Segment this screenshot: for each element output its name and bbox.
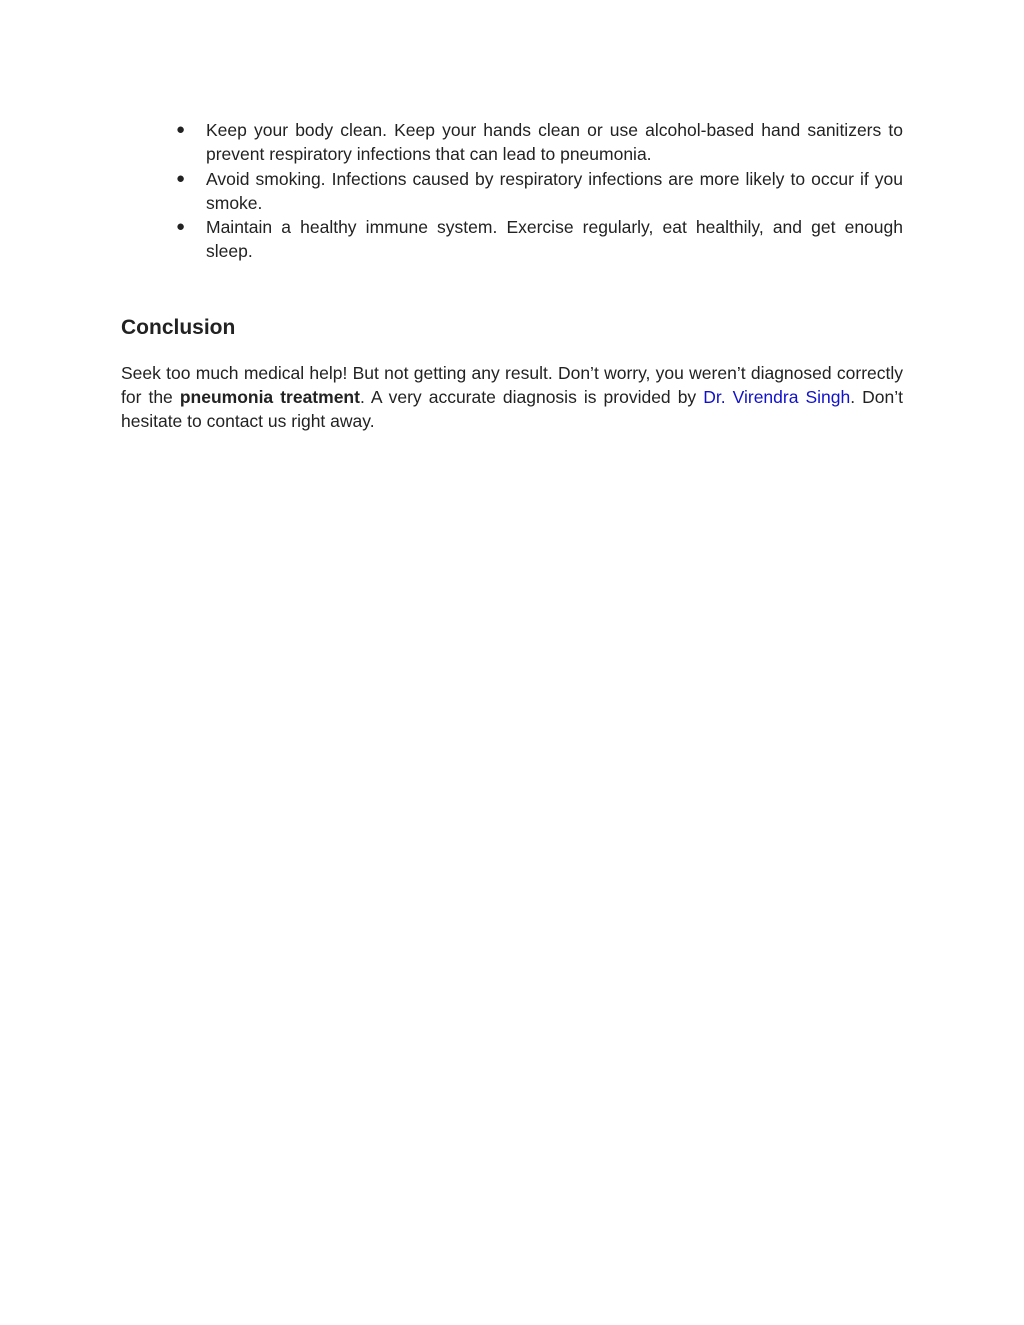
conclusion-text-1: Seek too much medical help! But not getting any result. Don’t worry, you weren’t diagnosed correctly for the xyxy=(121,362,903,408)
list-item xyxy=(121,118,903,167)
conclusion-text-2: . A very accurate diagnosis is provided by xyxy=(359,387,704,408)
conclusion-heading: Conclusion xyxy=(121,315,236,339)
list-item-text: Keep your body clean. Keep your hands clean or use alcohol-based hand sanitizers to prevent respiratory infections that can lead to pneumonia. xyxy=(206,120,903,165)
conclusion-paragraph xyxy=(121,361,903,434)
list-item-text: Avoid smoking. Infections caused by respiratory infections are more likely to occur if you smoke. xyxy=(206,168,903,213)
list-item-text: Maintain a healthy immune system. Exercise regularly, eat healthily, and get enough sleep. xyxy=(206,217,903,262)
bullet-icon: ● xyxy=(176,121,186,138)
bullet-icon: ● xyxy=(176,218,186,236)
doctor-link[interactable]: Dr. Virendra Singh xyxy=(703,387,851,408)
list-item xyxy=(121,167,903,216)
bullet-list xyxy=(121,118,903,264)
document-page xyxy=(121,118,903,434)
conclusion-text-3: . Don’t hesitate to contact us right away. xyxy=(121,387,904,432)
bullet-icon: ● xyxy=(176,169,186,187)
conclusion-bold-term: pneumonia treatment xyxy=(179,387,360,408)
list-item xyxy=(121,215,903,264)
